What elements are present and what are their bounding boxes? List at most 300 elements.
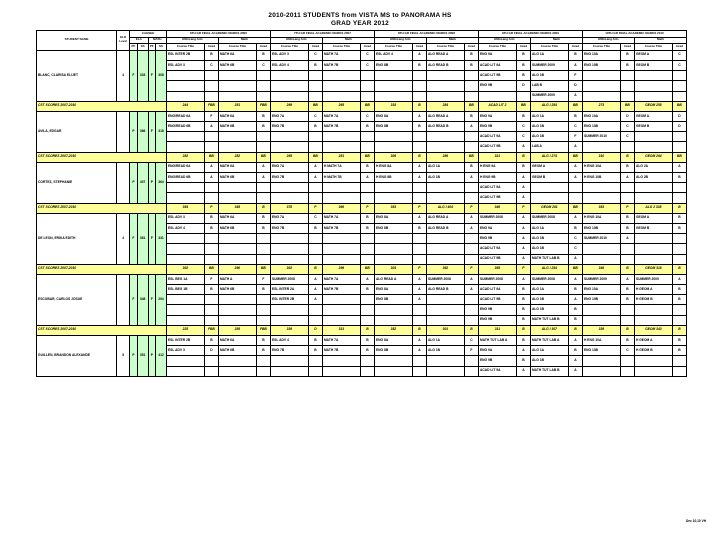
course-cell: SUMMER 2010 [582, 132, 620, 142]
course-cell [270, 366, 308, 376]
grade-cell: A [620, 274, 634, 284]
grade-cell: B [360, 122, 374, 132]
course-cell [270, 244, 308, 254]
grade-cell: B [360, 285, 374, 295]
course-cell [582, 356, 620, 366]
header-ss: SS [137, 44, 148, 51]
cahsee-cell: F [148, 213, 156, 264]
course-cell [218, 234, 256, 244]
grade-cell: B [308, 223, 322, 233]
grade-cell [412, 254, 426, 264]
grade-cell [204, 142, 218, 152]
eld-level: 4 [117, 50, 130, 101]
grade-cell [568, 193, 582, 203]
grade-cell [412, 366, 426, 376]
course-cell: ACAD LIT 9B [478, 193, 516, 203]
cst-summary-row [37, 325, 687, 335]
cahsee-cell: 294 [156, 274, 167, 325]
course-cell: ENG 7B [270, 173, 308, 183]
grade-cell: B [568, 50, 582, 60]
grade-cell [672, 315, 686, 325]
course-cell [270, 142, 308, 152]
grade-cell: B [568, 315, 582, 325]
grade-cell [204, 254, 218, 264]
grade-cell: F [568, 132, 582, 142]
grade-cell [672, 234, 686, 244]
course-cell [426, 142, 464, 152]
header-grade-group: 10TH GR FINAL ACADEMIC MARKS 2010 [582, 31, 686, 38]
grade-cell: A [568, 60, 582, 70]
grade-cell [360, 91, 374, 101]
grade-cell [204, 71, 218, 81]
grade-cell [308, 366, 322, 376]
course-cell [218, 71, 256, 81]
course-cell: ENG/READ 6A [166, 162, 204, 172]
student-name: DE LEON, ERIKA EDITH [37, 213, 117, 264]
grade-cell [620, 366, 634, 376]
cahsee-cell: P [130, 336, 138, 377]
grade-cell: B [464, 50, 478, 60]
grade-cell: C [516, 132, 530, 142]
course-cell: ALG 1B [530, 295, 568, 305]
course-cell: ESL ADV 3 [166, 346, 204, 356]
grade-cell: B [464, 111, 478, 121]
course-cell [634, 254, 672, 264]
grade-cell: B [620, 223, 634, 233]
cst-score-cell: 269 [270, 101, 308, 111]
course-cell: ALG 2A [634, 162, 672, 172]
header-math-sub: Math [426, 37, 478, 44]
course-cell: ENG 8B [374, 223, 412, 233]
grade-cell [412, 234, 426, 244]
course-cell [166, 366, 204, 376]
grade-cell [568, 183, 582, 193]
grade-cell: A [308, 173, 322, 183]
course-cell: ACAD LIT 9A [478, 244, 516, 254]
course-cell [218, 91, 256, 101]
cst-score-cell: GEOM 255 [634, 101, 672, 111]
grade-cell [256, 91, 270, 101]
grade-cell: A [464, 122, 478, 132]
grade-cell [464, 305, 478, 315]
cst-score-cell: BB [464, 152, 478, 162]
grade-cell [360, 305, 374, 315]
course-cell [218, 193, 256, 203]
cst-summary-row [37, 203, 687, 213]
grade-cell: A [568, 274, 582, 284]
course-cell: ENG 8A [374, 213, 412, 223]
course-cell: ALG 1B [530, 244, 568, 254]
cst-score-cell: P [516, 203, 530, 213]
course-cell [270, 91, 308, 101]
grade-cell [204, 366, 218, 376]
course-cell [634, 132, 672, 142]
grade-cell [412, 193, 426, 203]
grade-cell: A [412, 50, 426, 60]
course-cell: ALG READ B [426, 223, 464, 233]
course-cell: ENG 9B [478, 122, 516, 132]
course-cell: ENG 8A [374, 111, 412, 121]
grade-cell: C [204, 60, 218, 70]
grade-cell: A [204, 162, 218, 172]
course-cell: MATH TUT LAB A [478, 336, 516, 346]
cst-score-cell: 282 [218, 152, 256, 162]
grade-cell: A [464, 173, 478, 183]
course-cell [270, 183, 308, 193]
cst-score-cell: 265 [322, 101, 360, 111]
course-cell: SUMMER 2009 [530, 60, 568, 70]
course-cell [582, 254, 620, 264]
cst-score-cell: 290 [218, 264, 256, 274]
cst-score-cell: BB [360, 264, 374, 274]
course-cell: ACAD LIT 9A [478, 366, 516, 376]
course-cell [270, 81, 308, 91]
course-cell: ALG 2B [634, 173, 672, 183]
course-cell [218, 254, 256, 264]
course-cell: ALG 1A [530, 111, 568, 121]
footer-stamp: Dec 10,10 VH [685, 519, 706, 523]
grade-cell [308, 305, 322, 315]
course-cell [218, 244, 256, 254]
grade-cell [620, 91, 634, 101]
course-cell: ALG 1B [530, 234, 568, 244]
course-cell [374, 366, 412, 376]
grade-cell: B [256, 111, 270, 121]
course-cell: MATH 7B [322, 122, 360, 132]
cst-score-cell: P [204, 203, 218, 213]
cst-score-cell: 251 [218, 101, 256, 111]
course-cell: ENG/READ 6B [166, 173, 204, 183]
grade-cell: F [256, 274, 270, 284]
header-acad: Acad [308, 44, 322, 51]
course-cell [634, 315, 672, 325]
course-cell: ACAD LIT 9A [478, 132, 516, 142]
grade-cell: B [672, 285, 686, 295]
grade-cell: B [256, 50, 270, 60]
grade-cell [464, 142, 478, 152]
grade-cell [308, 183, 322, 193]
grade-cell: B [308, 60, 322, 70]
course-cell: MATH 7B [322, 285, 360, 295]
cst-score-cell: BB [568, 152, 582, 162]
course-cell [322, 183, 360, 193]
course-cell: MATH 6B [218, 173, 256, 183]
grade-cell: B [672, 346, 686, 356]
course-cell: H ENG 9A [478, 162, 516, 172]
course-cell [374, 254, 412, 264]
grade-cell [620, 315, 634, 325]
grade-cell [464, 71, 478, 81]
header-eng-lang-arts: ENGLang Arts [374, 37, 426, 44]
course-cell [582, 81, 620, 91]
cst-score-cell: ALG I 404 [426, 203, 464, 213]
grade-cell: A [464, 213, 478, 223]
grade-cell: A [568, 356, 582, 366]
course-cell [322, 193, 360, 203]
course-cell: H MATH 7B [322, 173, 360, 183]
cahsee-cell: 351 [137, 336, 148, 377]
cst-score-cell: 273 [582, 101, 620, 111]
grade-cell [360, 295, 374, 305]
grade-cell: B [672, 173, 686, 183]
course-cell [634, 183, 672, 193]
cahsee-cell: 331 [156, 213, 167, 264]
grade-cell [360, 234, 374, 244]
course-cell: MATH TUT LAB B [530, 254, 568, 264]
course-cell: MATH A [218, 274, 256, 284]
grade-cell [360, 254, 374, 264]
grade-cell [620, 356, 634, 366]
course-cell [634, 193, 672, 203]
cst-score-cell: BB [360, 101, 374, 111]
grade-cell: B [308, 336, 322, 346]
grade-cell: A [568, 142, 582, 152]
grade-cell: A [464, 274, 478, 284]
cst-score-cell: B [256, 203, 270, 213]
header-cahsee: CAHSEE [130, 31, 167, 38]
header-student-name: STUDENT NAME [37, 31, 117, 51]
cahsee-cell: 308 [156, 50, 167, 101]
course-cell: MATH TUT LAB B [530, 315, 568, 325]
course-cell: ENG 9A [478, 223, 516, 233]
cst-score-cell: B [516, 325, 530, 335]
course-cell [322, 295, 360, 305]
grade-cell [412, 315, 426, 325]
course-cell [218, 132, 256, 142]
grade-cell: A [516, 234, 530, 244]
course-cell [374, 81, 412, 91]
course-cell: ENG 7B [270, 346, 308, 356]
grade-cell: A [516, 244, 530, 254]
course-cell [582, 183, 620, 193]
grade-cell [620, 244, 634, 254]
cst-score-cell: B [672, 203, 686, 213]
grade-cell: C [672, 50, 686, 60]
grade-cell: A [516, 173, 530, 183]
course-cell [322, 305, 360, 315]
header-course-title: Course Title [322, 44, 360, 51]
grade-cell [672, 356, 686, 366]
course-cell [270, 71, 308, 81]
cst-score-cell: 311 [478, 325, 516, 335]
grade-cell: B [256, 213, 270, 223]
grade-cell [308, 234, 322, 244]
course-cell [374, 234, 412, 244]
header-acad: Acad [256, 44, 270, 51]
grade-cell: A [516, 366, 530, 376]
eld-level: 5 [117, 336, 130, 377]
course-cell [374, 71, 412, 81]
grade-cell: B [620, 285, 634, 295]
grade-cell: D [672, 122, 686, 132]
grade-cell [620, 305, 634, 315]
course-cell [634, 356, 672, 366]
course-cell [426, 71, 464, 81]
grade-cell: C [308, 111, 322, 121]
course-cell: H ENG 8A [374, 162, 412, 172]
grade-cell: A [204, 122, 218, 132]
grade-cell [672, 254, 686, 264]
cst-score-cell: 282 [166, 152, 204, 162]
cst-score-cell: 306 [374, 152, 412, 162]
grade-cell [672, 71, 686, 81]
cst-score-cell: P [464, 264, 478, 274]
course-cell: ESL ADV 4 [374, 50, 412, 60]
grade-cell: A [464, 223, 478, 233]
header-row [37, 31, 687, 38]
grade-cell: C [308, 213, 322, 223]
header-math-sub: Math [634, 37, 686, 44]
grade-cell: A [568, 254, 582, 264]
course-cell [634, 81, 672, 91]
grade-cell [256, 315, 270, 325]
cst-score-cell: B [412, 325, 426, 335]
cst-score-cell: B [412, 101, 426, 111]
grade-cell [256, 356, 270, 366]
header-ss: SS [156, 44, 167, 51]
grade-cell: A [568, 162, 582, 172]
course-cell: MATH 6B [218, 122, 256, 132]
course-cell: ALG 1B [530, 122, 568, 132]
grade-cell [308, 81, 322, 91]
grade-cell [204, 234, 218, 244]
header-grade-group: 9TH GR FINAL ACADEMIC MARKS 2009 [478, 31, 582, 38]
grade-cell: A [568, 295, 582, 305]
header-course-title: Course Title [218, 44, 256, 51]
course-cell: ALG READ A [426, 50, 464, 60]
grade-cell: D [620, 111, 634, 121]
course-cell: ENG 7A [270, 111, 308, 121]
course-cell [634, 91, 672, 101]
grade-cell [256, 81, 270, 91]
cst-label: CST SCORES 2007-2010 [37, 264, 167, 274]
cst-summary-row [37, 152, 687, 162]
course-cell: SUMMER 2009 [530, 91, 568, 101]
course-cell [218, 356, 256, 366]
student-name: AVILA, EDGAR [37, 111, 117, 152]
cst-score-cell: B [412, 152, 426, 162]
grade-cell: B [256, 122, 270, 132]
course-cell [634, 142, 672, 152]
cst-score-cell: 310 [582, 152, 620, 162]
cst-score-cell: 339 [582, 325, 620, 335]
course-cell: SUMMER 2008 [530, 274, 568, 284]
cahsee-cell: P [130, 111, 138, 152]
grade-cell [464, 356, 478, 366]
course-cell: ALG READ B [426, 285, 464, 295]
grade-cell: B [516, 336, 530, 346]
grade-cell [204, 193, 218, 203]
course-cell: ALG 1B [530, 356, 568, 366]
course-cell: ALG 1B [530, 305, 568, 315]
course-cell: SUMMER 2008 [270, 274, 308, 284]
student-row [37, 162, 687, 172]
course-cell [374, 315, 412, 325]
grade-cell [620, 254, 634, 264]
header-acad: Acad [412, 44, 426, 51]
grade-cell [204, 132, 218, 142]
course-cell [426, 366, 464, 376]
grade-cell: F [568, 71, 582, 81]
course-cell: ESL BEG 1A [166, 274, 204, 284]
course-cell: ENG 8B [374, 122, 412, 132]
grade-cell [256, 305, 270, 315]
cst-score-cell: B [516, 152, 530, 162]
header-course-title: Course Title [374, 44, 412, 51]
cst-score-cell: 354 [166, 203, 204, 213]
cst-score-cell: 225 [166, 325, 204, 335]
grade-cell: A [516, 223, 530, 233]
course-cell: SUMMER 2008 [530, 213, 568, 223]
course-cell: ENG/READ 6A [166, 111, 204, 121]
grade-cell: B [672, 295, 686, 305]
cst-score-cell: B [464, 325, 478, 335]
grade-cell: A [308, 295, 322, 305]
grade-cell [360, 81, 374, 91]
grade-cell: F [204, 111, 218, 121]
cst-score-cell: ALG I 307 [530, 325, 568, 335]
header-acad: Acad [672, 44, 686, 51]
course-cell [166, 305, 204, 315]
grade-cell [204, 356, 218, 366]
course-cell: ESL INTER 2B [166, 336, 204, 346]
cst-score-cell: BB [568, 101, 582, 111]
cahsee-cell: F [148, 274, 156, 325]
course-cell: MATH 6A [218, 162, 256, 172]
course-cell [374, 244, 412, 254]
grade-cell [360, 183, 374, 193]
grade-cell [256, 366, 270, 376]
course-cell [322, 356, 360, 366]
grade-cell: C [620, 132, 634, 142]
grade-cell: A [568, 336, 582, 346]
grade-cell: B [516, 295, 530, 305]
grade-cell [360, 356, 374, 366]
grade-cell: C [360, 60, 374, 70]
grade-cell: F [204, 274, 218, 284]
grade-cell [464, 132, 478, 142]
cst-score-cell: BB [672, 101, 686, 111]
grade-cell: A [620, 173, 634, 183]
grade-cell: A [568, 173, 582, 183]
course-cell [374, 305, 412, 315]
header-eld-level: ELD Level [117, 31, 130, 51]
cst-score-cell: FBB [256, 325, 270, 335]
course-cell: ENG 9A [478, 346, 516, 356]
header-math: MATH [148, 37, 166, 44]
grade-cell: B [360, 346, 374, 356]
course-cell [426, 183, 464, 193]
course-cell: ENG 10B [582, 223, 620, 233]
grade-cell: A [464, 285, 478, 295]
course-cell: ESL ADV 4 [166, 223, 204, 233]
grade-cell: A [516, 193, 530, 203]
grade-cell [204, 81, 218, 91]
course-cell: ENG 9A [478, 111, 516, 121]
header-eng-lang-arts: ENGLang Arts [270, 37, 322, 44]
course-cell: ENG 8B [374, 295, 412, 305]
course-cell [322, 91, 360, 101]
table-body [37, 31, 687, 377]
course-cell [322, 234, 360, 244]
grade-cell: A [256, 162, 270, 172]
grade-cell [672, 366, 686, 376]
grade-cell: A [568, 91, 582, 101]
course-cell [166, 315, 204, 325]
cst-score-cell: B [620, 264, 634, 274]
header-math-sub: Math [218, 37, 270, 44]
header-pf: PF [130, 44, 138, 51]
